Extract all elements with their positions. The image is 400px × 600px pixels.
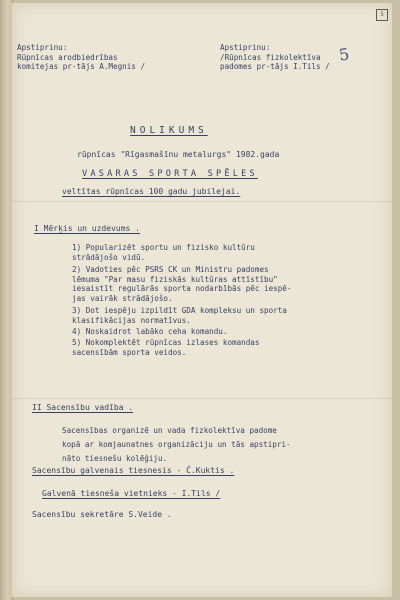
approval-right: Apstiprinu: /Rūpnīcas fizkolektīva padomes pr-tājs I.Tils / [220,43,330,72]
handwritten-mark: 5 [337,44,351,65]
title-line-1: rūpnīcas "Rīgasmašīnu metalurgs" 1982.gada [77,150,280,159]
document-title: NOLIKUMS [130,125,208,136]
management-paragraph: Sacensības organizē un vada fizkolektīva padome kopā ar komjaunatnes organizāciju un tās apstipri- nāto tiesnešu kolēģiju. [62,426,291,463]
section-heading-goals: I Mērķis un uzdevums . [34,224,140,233]
goal-item: 5) Nokomplektēt rūpnīcas izlases komandas sacensībām sporta veidos. [72,338,260,357]
goal-item: 1) Popularizēt sportu un fizisko kultūru strādājošo vidū. [72,243,255,262]
document-page [12,3,392,597]
signature-secretary: Sacensību sekretāre S.Veide . [32,510,172,519]
signature-deputy: Galvenā tiesneša vietnieks - I.Tils / [42,489,221,498]
goal-item: 3) Dot iespēju izpildīt GDA kompleksu un sporta klasifikācijas normatīvus. [72,306,287,325]
title-line-2: VASARAS SPORTA SPĒLES [82,169,258,179]
approval-left: Apstiprinu: Rūpnīcas arodbiedrības komitejas pr-tājs A.Megnis / [17,43,146,72]
goal-item: 4) Noskaidrot labāko ceha komandu. [72,327,228,336]
page-corner-number: 5 [376,9,388,21]
goal-item: 2) Vadoties pēc PSRS CK un Ministru padomes lēmuma "Par masu fiziskās kultūras attīstību" iesaistīt regulārās sporta nodarbībās pēc iespē- jas vairāk strādājošo. [72,265,292,303]
signature-chief-judge: Sacensību galvenais tiesnesis - Č.Kuktis . [32,466,235,475]
title-line-3: veltītas rūpnīcas 100 gadu jubilejai. [62,187,241,196]
section-heading-management: II Sacensību vadība . [32,403,134,412]
paper-fold-line [12,201,392,202]
paper-fold-line [12,398,392,399]
